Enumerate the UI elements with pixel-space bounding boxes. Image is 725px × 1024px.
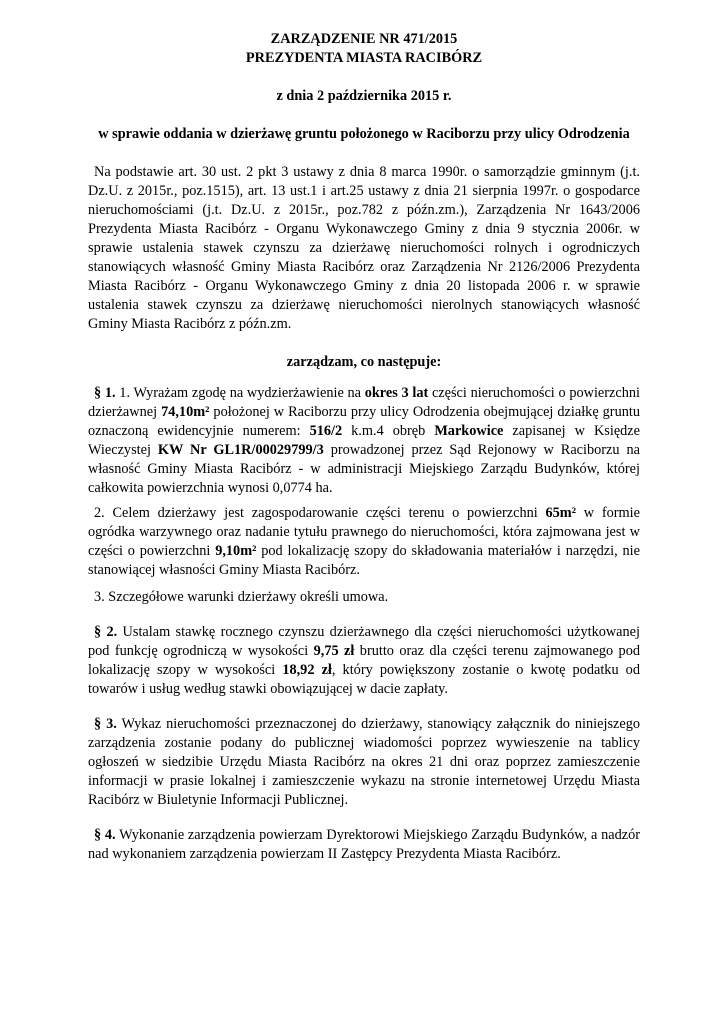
document-issuer: PREZYDENTA MIASTA RACIBÓRZ (245, 50, 483, 66)
document-title: ZARZĄDZENIE NR 471/2015 (270, 31, 458, 47)
section-1-paragraph-3: 3. Szczegółowe warunki dzierżawy określi umowa. (94, 589, 389, 605)
section-2-paragraph: § 2. Ustalam stawkę rocznego czynszu dzierżawnego dla części nieruchomości użytkowanej pod funkcję ogrodniczą w wysokości 9,75 zł brutto oraz dla części terenu zajmowanego pod lokalizację szopy w wysokości 18,92 zł, który powiększony zostanie o kwotę podatku od towarów i usług według stawki obowiązującej w dacie zapłaty. (88, 624, 640, 697)
section-1-paragraph-1: § 1. 1. Wyrażam zgodę na wydzierżawienie na okres 3 lat części nieruchomości o powierzchni dzierżawnej 74,10m² położonej w Raciborzu przy ulicy Odrodzenia obejmującej działkę gruntu oznaczoną ewidencyjnie numerem: 516/2 k.m.4 obręb Markowice zapisanej w Księdze Wieczystej KW Nr GL1R/00029799/3 prowadzonej przez Sąd Rejonowy w Raciborzu na własność Gminy Miasta Racibórz - w administracji Miejskiego Zarządu Budynków, której całkowita powierzchnia wynosi 0,0774 ha. (88, 385, 640, 496)
section-1-paragraph-2: 2. Celem dzierżawy jest zagospodarowanie części terenu o powierzchni 65m² w formie ogródka warzywnego oraz nadanie tytułu prawnego do nieruchomości, która zajmowana jest w części o powierzchni 9,10m² pod lokalizację szopy do składowania materiałów i narzędzi, nie stanowiącej własności Gminy Miasta Racibórz. (88, 505, 640, 578)
section-3-paragraph: § 3. Wykaz nieruchomości przeznaczonej do dzierżawy, stanowiący załącznik do niniejszego zarządzenia zostanie podany do publicznej wiadomości poprzez wywieszenie na tablicy ogłoszeń w siedzibie Urzędu Miasta Racibórz na okres 21 dni oraz poprzez zamieszczenie informacji w prasie lokalnej i zamieszczenie wykazu na stronie internetowej Urzędu Miasta Racibórz w Biuletynie Informacji Publicznej. (88, 716, 640, 808)
document-page (88, 30, 640, 864)
section-3-mark: § 3. (94, 716, 117, 732)
section-4-paragraph: § 4. Wykonanie zarządzenia powierzam Dyrektorowi Miejskiego Zarządu Budynków, a nadzór nad wykonaniem zarządzenia powierzam II Zastępcy Prezydenta Miasta Racibórz. (88, 827, 640, 862)
legal-basis-paragraph: Na podstawie art. 30 ust. 2 pkt 3 ustawy z dnia 8 marca 1990r. o samorządzie gminnym (j.t. Dz.U. z 2015r., poz.1515), art. 13 ust.1 i art.25 ustawy z dnia 21 sierpnia 1997r. o gospodarce nieruchomościami (j.t. Dz.U. z 2015r., poz.782 z późn.zm.), Zarządzenia Nr 1643/2006 Prezydenta Miasta Racibórz - Organu Wykonawczego Gminy z dnia 9 stycznia 2006r. w sprawie ustalenia stawek czynszu za dzierżawę nieruchomości rolnych i ogrodniczych stanowiących własność Gminy Miasta Racibórz oraz Zarządzenia Nr 2126/2006 Prezydenta Miasta Racibórz - Organu Wykonawczego Gminy z dnia 20 listopada 2006 r. w sprawie ustalenia stawek czynszu za dzierżawę nieruchomości nierolnych stanowiących własność Gminy Miasta Racibórz z późn.zm. (88, 164, 640, 332)
decree-heading: zarządzam, co następuje: (286, 354, 442, 370)
document-date: z dnia 2 października 2015 r. (276, 88, 452, 104)
section-1-mark: § 1. (94, 385, 116, 401)
document-subject: w sprawie oddania w dzierżawę gruntu położonego w Raciborzu przy ulicy Odrodzenia (98, 126, 630, 142)
section-4-mark: § 4. (94, 827, 116, 843)
section-2-mark: § 2. (94, 624, 118, 640)
